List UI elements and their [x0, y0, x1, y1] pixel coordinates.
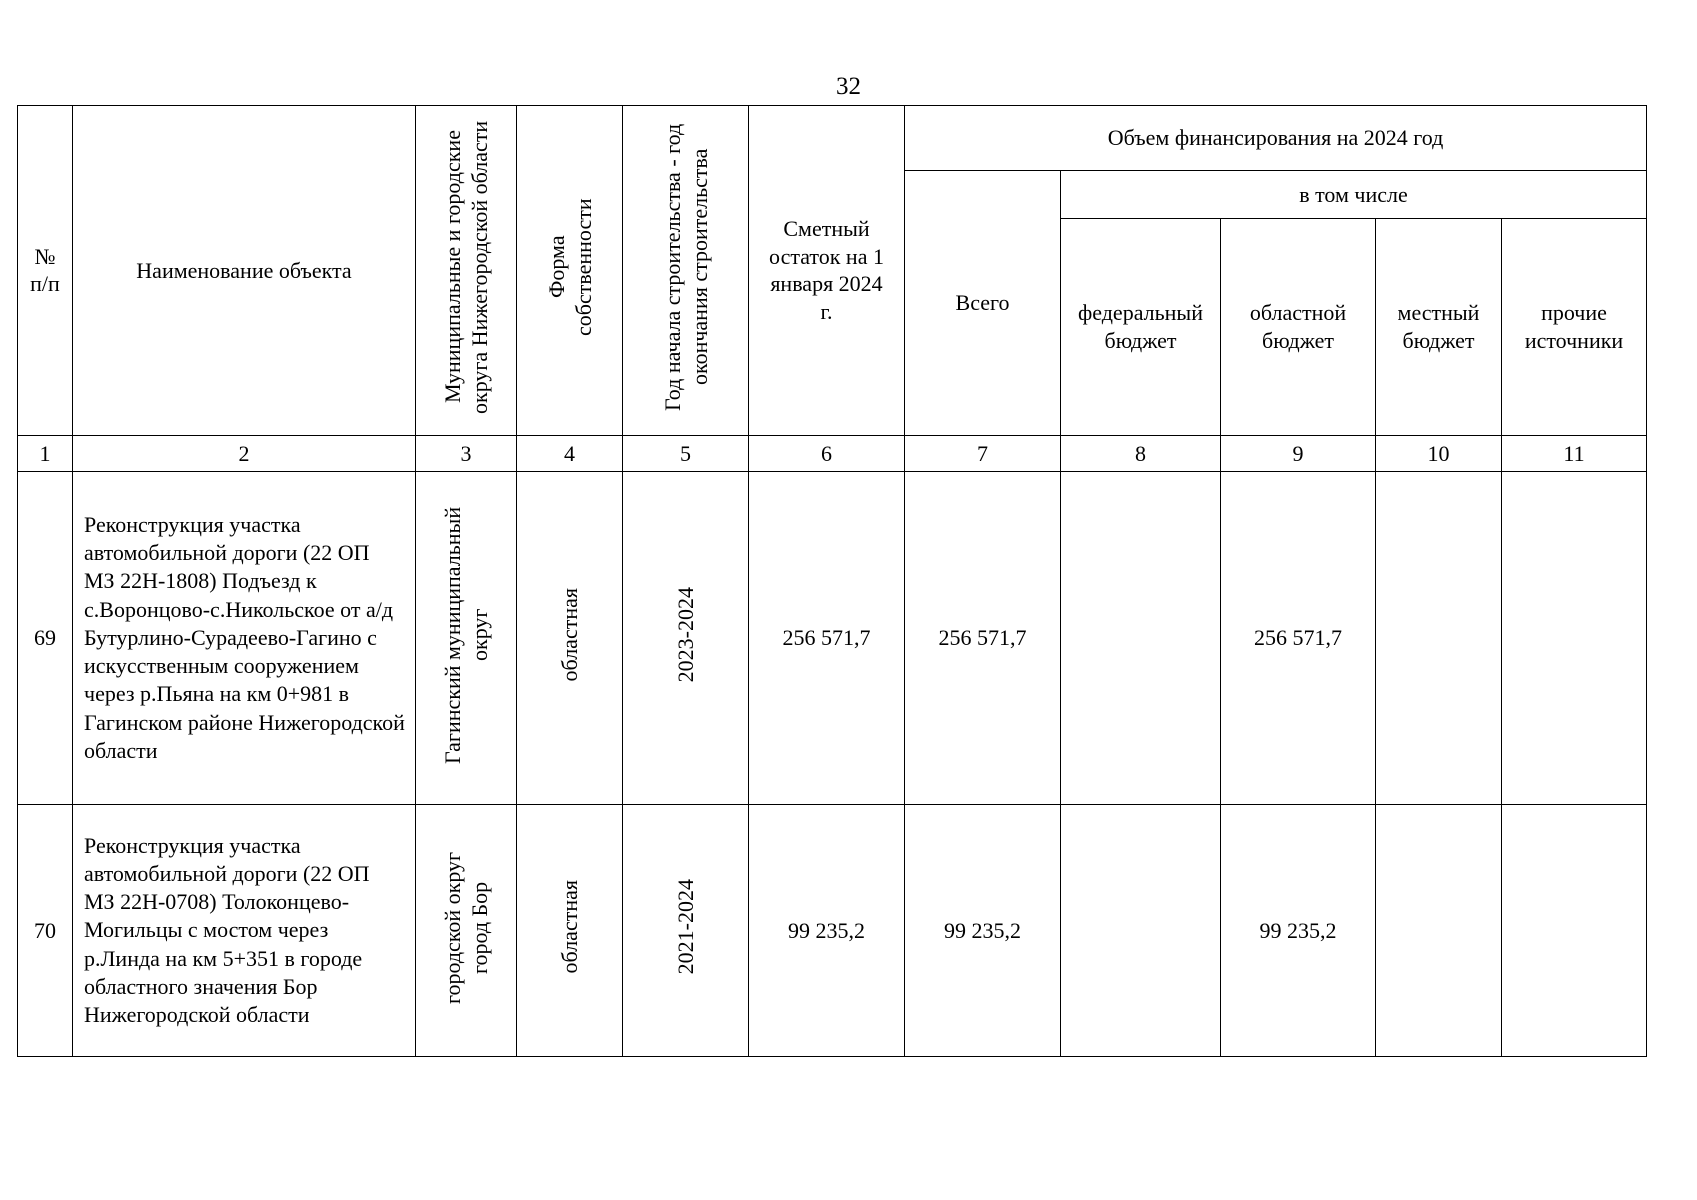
column-number: 5 [623, 436, 749, 472]
header-remainder: Сметный остаток на 1 января 2024 г. [749, 106, 905, 436]
row-ownership: областная [517, 472, 623, 805]
row-num: 69 [18, 472, 73, 805]
table-row [18, 472, 1647, 805]
header-local: местный бюджет [1376, 219, 1502, 436]
row-regional: 99 235,2 [1221, 805, 1376, 1057]
row-years: 2021-2024 [623, 805, 749, 1057]
header-including: в том числе [1061, 171, 1647, 219]
column-number: 4 [517, 436, 623, 472]
header-ownership: Форма собственности [517, 106, 623, 436]
column-number: 1 [18, 436, 73, 472]
row-years: 2023-2024 [623, 472, 749, 805]
row-regional: 256 571,7 [1221, 472, 1376, 805]
header-name: Наименование объекта [73, 106, 416, 436]
row-municipality: Гагинский муниципальный округ [416, 472, 517, 805]
row-federal [1061, 805, 1221, 1057]
header-regional: областной бюджет [1221, 219, 1376, 436]
header-funding: Объем финансирования на 2024 год [905, 106, 1647, 171]
row-municipality: городской округ город Бор [416, 805, 517, 1057]
header-num: № п/п [18, 106, 73, 436]
page-number: 32 [836, 73, 861, 100]
column-number: 2 [73, 436, 416, 472]
table-row [18, 805, 1647, 1057]
column-number-row [18, 436, 1647, 472]
column-number: 8 [1061, 436, 1221, 472]
row-local [1376, 472, 1502, 805]
column-number: 9 [1221, 436, 1376, 472]
column-number: 7 [905, 436, 1061, 472]
row-federal [1061, 472, 1221, 805]
header-total: Всего [905, 171, 1061, 436]
row-remainder: 99 235,2 [749, 805, 905, 1057]
row-total: 256 571,7 [905, 472, 1061, 805]
financing-table [17, 105, 1647, 1057]
header-years: Год начала строительства - год окончания строительства [623, 106, 749, 436]
row-remainder: 256 571,7 [749, 472, 905, 805]
row-local [1376, 805, 1502, 1057]
row-other [1502, 805, 1647, 1057]
column-number: 11 [1502, 436, 1647, 472]
column-number: 3 [416, 436, 517, 472]
row-other [1502, 472, 1647, 805]
row-total: 99 235,2 [905, 805, 1061, 1057]
column-number: 6 [749, 436, 905, 472]
header-other: прочие источники [1502, 219, 1647, 436]
header-municipality: Муниципальные и городские округа Нижегородской области [416, 106, 517, 436]
row-name: Реконструкция участка автомобильной дороги (22 ОП МЗ 22Н-1808) Подъезд к с.Воронцово-с.Никольское от а/д Бутурлино-Сурадеево-Гагино с искусственным сооружением через р.Пьяна на км 0+981 в Гагинском районе Нижегородской области [73, 472, 416, 805]
row-num: 70 [18, 805, 73, 1057]
header-row-1 [18, 106, 1647, 171]
row-ownership: областная [517, 805, 623, 1057]
row-name: Реконструкция участка автомобильной дороги (22 ОП МЗ 22Н-0708) Толоконцево-Могильцы с мостом через р.Линда на км 5+351 в городе областного значения Бор Нижегородской области [73, 805, 416, 1057]
column-number: 10 [1376, 436, 1502, 472]
header-federal: федеральный бюджет [1061, 219, 1221, 436]
